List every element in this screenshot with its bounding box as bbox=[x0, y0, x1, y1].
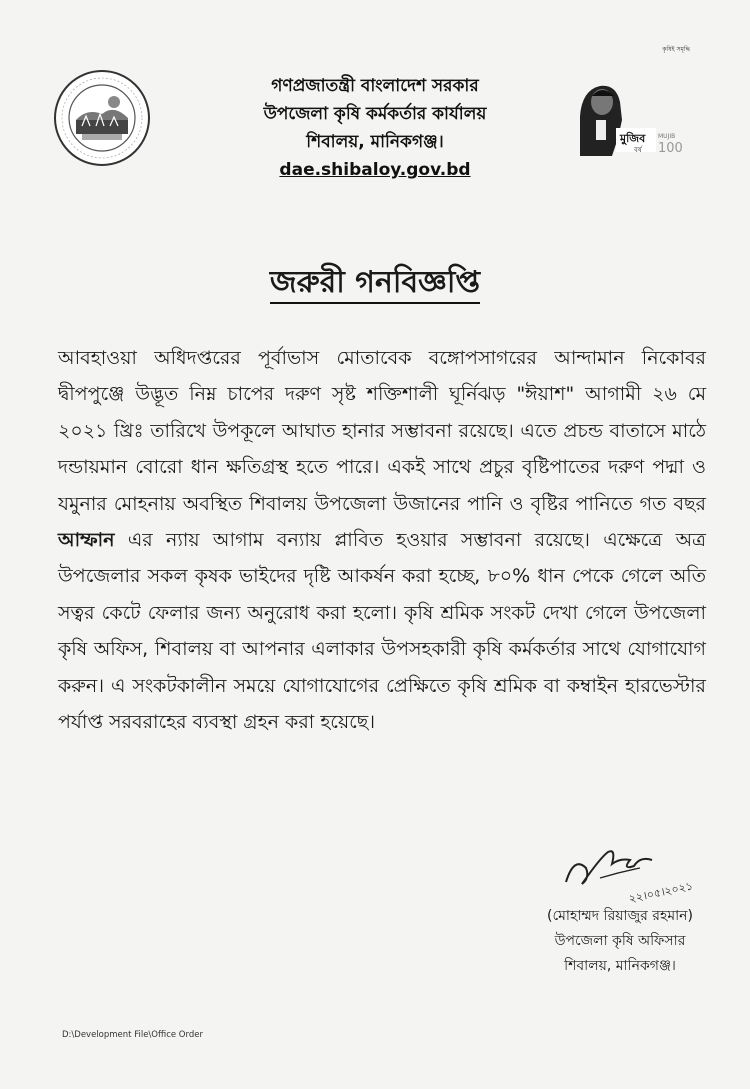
slogan-text: কৃষিই সমৃদ্ধি bbox=[662, 46, 690, 53]
signatory-location: শিবালয়, মানিকগঞ্জ। bbox=[564, 958, 676, 974]
website-link[interactable]: dae.shibaloy.gov.bd bbox=[279, 160, 471, 180]
mujib-logo-small: MUJIB bbox=[658, 133, 676, 140]
notice-body bbox=[58, 340, 706, 740]
signatory-designation: উপজেলা কৃষি অফিসার bbox=[554, 933, 686, 949]
mujib-borsho-logo bbox=[572, 76, 692, 158]
notice-title bbox=[0, 258, 750, 309]
notice-body-part2: এর ন্যায় আগাম বন্যায় প্লাবিত হওয়ার সম্ভাবনা রয়েছে। এক্ষেত্রে অত্র উপজেলার সকল কৃষক ভাইদের দৃষ্টি আকর্ষন করা হচ্ছে, ৮০% ধান পেকে গেলে অতি সত্বর কেটে ফেলার জন্য অনুরোধ করা হলো। কৃষি শ্রমিক সংকট দেখা গেলে উপজেলা কৃষি অফিস, শিবালয় বা আপনার এলাকার উপসহকারী কৃষি কর্মকর্তার সাথে যোগাযোগ করুন। এ সংকটকালীন সময়ে যোগাযোগের প্রেক্ষিতে কৃষি শ্রমিক বা কম্বাইন হারভেস্টার পর্যাপ্ত সরবরাহের ব্যবস্থা গ্রহন করা হয়েছে। bbox=[58, 529, 706, 734]
file-path-footer: D:\Development File\Office Order bbox=[62, 1030, 203, 1040]
mujib-logo-number: 100 bbox=[658, 141, 683, 156]
government-seal-logo bbox=[52, 68, 152, 168]
signatory-block bbox=[520, 904, 720, 979]
office-header bbox=[200, 72, 550, 184]
mujib-logo-text: মুজিব bbox=[620, 132, 646, 145]
notice-body-part1: আবহাওয়া অধিদপ্তরের পূর্বাভাস মোতাবেক বঙ্গোপসাগরের আন্দামান নিকোবর দ্বীপপুঞ্জে উদ্ভূত নিম্ন চাপের দরুণ সৃষ্ট শক্তিশালী ঘূর্নিঝড় "ঈয়াশ" আগামী ২৬ মে ২০২১ খ্রিঃ তারিখে উপকূলে আঘাত হানার সম্ভাবনা রয়েছে। এতে প্রচন্ড বাতাসে মাঠে দন্ডায়মান বোরো ধান ক্ষতিগ্রস্থ হতে পারে। একই সাথে প্রচুর বৃষ্টিপাতের দরুণ পদ্মা ও যমুনার মোহনায় অবস্থিত শিবালয় উপজেলা উজানের পানি ও বৃষ্টির পানিতে গত বছর bbox=[58, 347, 706, 515]
signatory-name: (মোহাম্মদ রিয়াজুর রহমান) bbox=[547, 908, 693, 924]
notice-body-highlight: আম্ফান bbox=[58, 529, 115, 552]
mujib-logo-sub: বর্ষ bbox=[634, 146, 642, 154]
office-location: শিবালয়, মানিকগঞ্জ। bbox=[306, 132, 444, 152]
office-name: উপজেলা কৃষি কর্মকর্তার কার্যালয় bbox=[263, 104, 487, 124]
government-name: গণপ্রজাতন্ত্রী বাংলাদেশ সরকার bbox=[271, 76, 479, 96]
handwritten-signature bbox=[560, 838, 750, 908]
signature-date: ২২।০৫।২০২১ bbox=[627, 879, 695, 906]
notice-title-text: জরুরী গনবিজ্ঞপ্তি bbox=[270, 265, 480, 304]
